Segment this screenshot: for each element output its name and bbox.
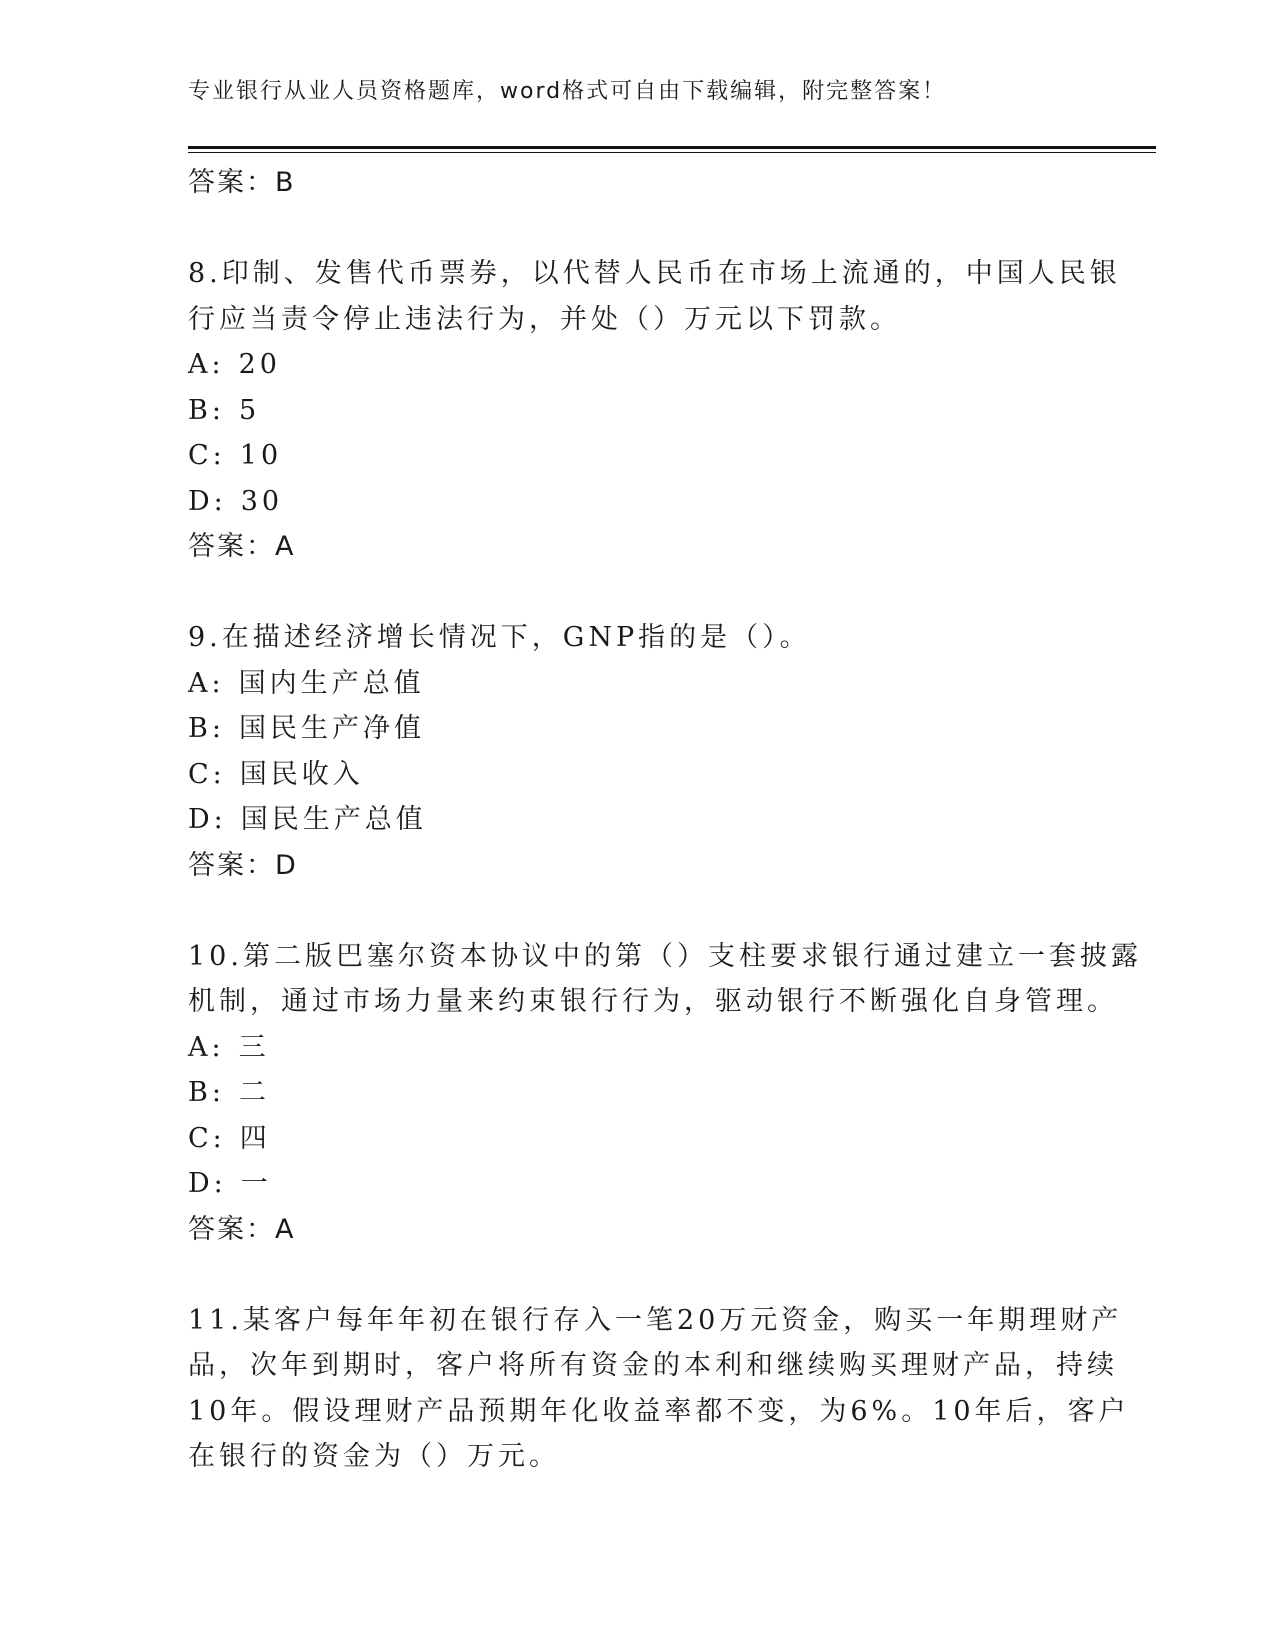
option-key: D: (188, 804, 227, 835)
option-text: 5 (238, 394, 261, 426)
answer-value: A (275, 531, 296, 562)
option-a (188, 1025, 1068, 1071)
option-key: D: (188, 485, 227, 517)
option-c (188, 1116, 1068, 1162)
option-d (188, 1161, 1068, 1207)
option-c (188, 433, 1068, 479)
question-10 (188, 934, 1142, 1253)
page-header: 专业银行从业人员资格题库，word格式可自由下载编辑，附完整答案！ (188, 79, 947, 104)
option-text: 三 (238, 1031, 270, 1063)
answer-line (188, 524, 1068, 570)
question-text-line: 10.第二版巴塞尔资本协议中的第（）支柱要求银行通过建立一套披露 (188, 940, 1142, 972)
option-b (188, 1070, 1068, 1116)
spacer (188, 888, 1068, 934)
option-a (188, 661, 1068, 707)
option-key: C: (188, 758, 226, 790)
question-text-line: 品，次年到期时，客户将所有资金的本利和继续购买理财产品，持续 (188, 1350, 1118, 1381)
question-text-line: 10年。假设理财产品预期年化收益率都不变，为6%。10年后，客户 (188, 1395, 1130, 1427)
option-text: 国内生产总值 (238, 667, 425, 699)
question-text-line: 行应当责令停止违法行为，并处（）万元以下罚款。 (188, 303, 901, 335)
answer-label: 答案： (188, 167, 275, 198)
option-b (188, 388, 1068, 434)
question-9 (188, 615, 1068, 888)
option-text: 国民生产总值 (240, 804, 427, 835)
option-text: 二 (238, 1077, 270, 1108)
option-key: A: (188, 667, 225, 699)
option-d (188, 479, 1068, 525)
option-text: 10 (239, 440, 283, 471)
spacer (188, 1252, 1068, 1298)
option-key: C: (188, 440, 226, 471)
option-key: C: (188, 1122, 226, 1154)
answer-line (188, 1207, 1068, 1253)
option-key: B: (188, 713, 225, 744)
option-key: A: (188, 1031, 225, 1063)
option-text: 一 (240, 1168, 272, 1199)
option-text: 国民收入 (239, 758, 364, 790)
document-body (188, 160, 1142, 1480)
question-text-line: 机制，通过市场力量来约束银行行为，驱动银行不断强化自身管理。 (188, 986, 1118, 1017)
spacer (188, 206, 1068, 252)
option-b (188, 706, 1068, 752)
option-key: A: (188, 349, 225, 380)
option-text: 30 (240, 485, 284, 517)
option-key: B: (188, 1077, 225, 1108)
answer-label: 答案： (188, 1213, 275, 1245)
question-11 (188, 1298, 1130, 1480)
header-rule-thin (188, 152, 1156, 153)
answer-line (188, 843, 1068, 889)
option-text: 四 (239, 1122, 271, 1154)
option-key: D: (188, 1168, 227, 1199)
question-text-line: 在银行的资金为（）万元。 (188, 1441, 560, 1472)
question-8 (188, 251, 1121, 570)
answer-value: B (275, 167, 296, 198)
option-key: B: (188, 394, 225, 426)
option-a (188, 342, 1068, 388)
option-d (188, 797, 1068, 843)
option-text: 国民生产净值 (238, 713, 425, 744)
question-text-line: 11.某客户每年年初在银行存入一笔20万元资金，购买一年期理财产 (188, 1304, 1123, 1336)
spacer (188, 570, 1068, 616)
question-text-line: 9.在描述经济增长情况下，GNP指的是（）。 (188, 622, 811, 653)
answer-line (188, 160, 1068, 206)
answer-value: D (275, 849, 298, 881)
answer-label: 答案： (188, 849, 275, 881)
option-text: 20 (238, 349, 281, 380)
option-c (188, 752, 1068, 798)
answer-value: A (275, 1213, 296, 1245)
header-rule-thick (188, 146, 1156, 149)
question-text-line: 8.印制、发售代币票券，以代替人民币在市场上流通的，中国人民银 (188, 258, 1121, 289)
answer-label: 答案： (188, 531, 275, 562)
